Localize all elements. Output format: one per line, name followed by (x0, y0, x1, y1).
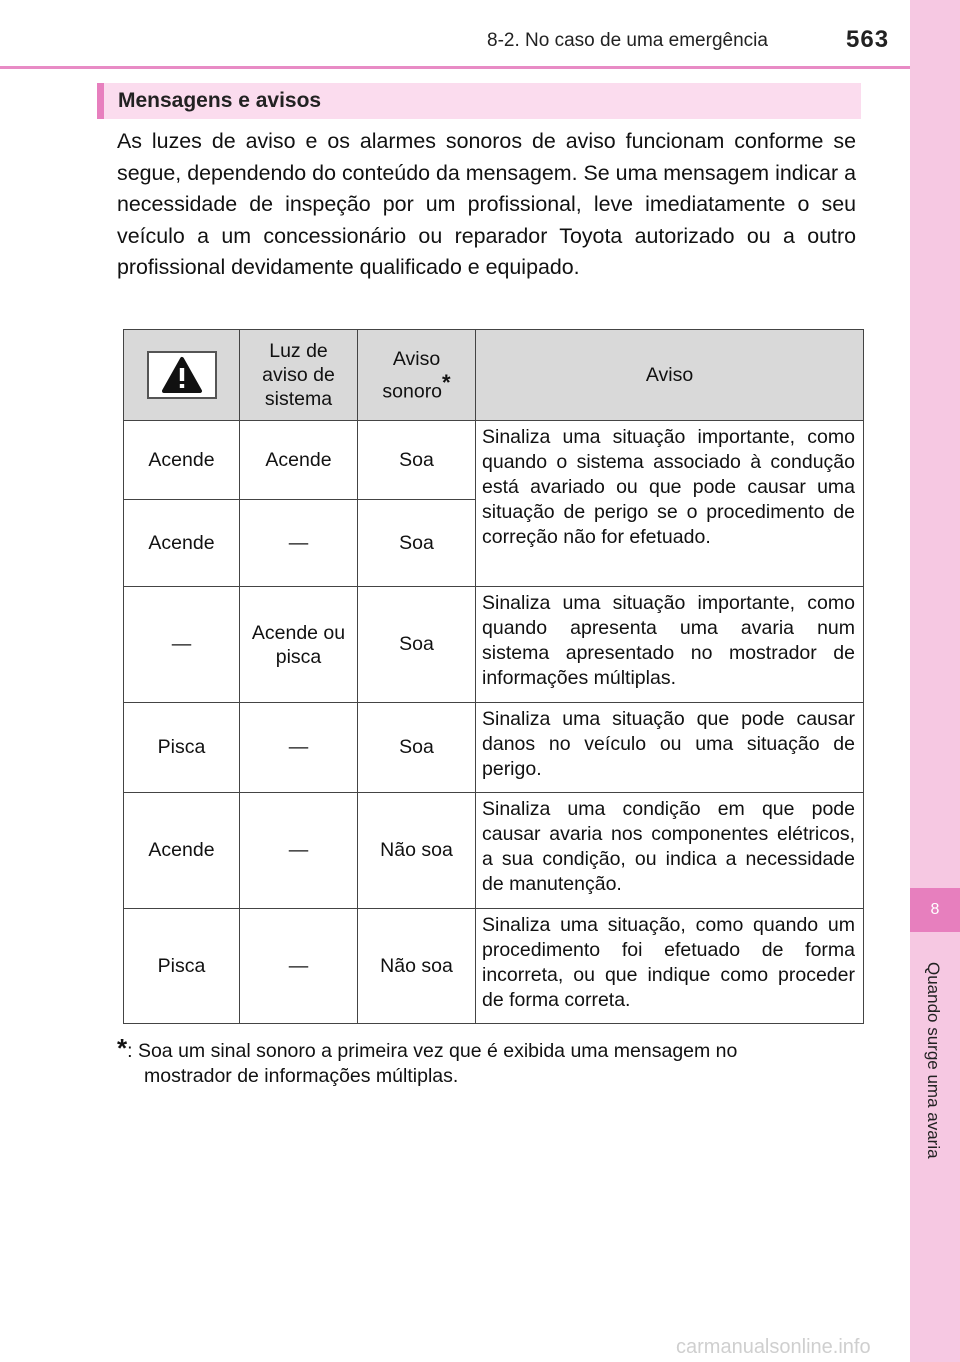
header-buzzer-mark: * (442, 369, 451, 395)
cell-master: — (124, 587, 240, 703)
cell-message: Sinaliza uma situação, como quando um procedimento foi efetuado de forma incorreta, ou que indique como proceder de forma correta. (476, 909, 864, 1024)
cell-system: — (240, 703, 358, 793)
table-row (124, 703, 864, 793)
cell-message: Sinaliza uma situação importante, como quando apresenta uma avaria num sistema apresentado no mostrador de informações múltiplas. (476, 587, 864, 703)
watermark: carmanualsonline.info (676, 1336, 871, 1358)
cell-buzzer: Soa (358, 587, 476, 703)
footnote (117, 1033, 855, 1089)
cell-message: Sinaliza uma situação importante, como quando o sistema associado à condução está avariado ou que pode causar uma situação de perigo se o procedimento de correção não for efetuado. (476, 421, 864, 587)
header-message: Aviso (476, 330, 864, 421)
header-buzzer (358, 330, 476, 421)
cell-master: Acende (124, 421, 240, 500)
cell-system: Acende ou pisca (240, 587, 358, 703)
section-heading (97, 83, 861, 119)
header-section-title: 8-2. No caso de uma emergência (487, 30, 768, 51)
footnote-line-1 (117, 1033, 855, 1064)
chapter-label: Quando surge uma avaria (924, 962, 943, 1159)
cell-buzzer: Soa (358, 703, 476, 793)
cell-master: Pisca (124, 909, 240, 1024)
warning-table (123, 329, 864, 1024)
cell-master: Pisca (124, 703, 240, 793)
cell-buzzer: Não soa (358, 909, 476, 1024)
cell-system: Acende (240, 421, 358, 500)
header-buzzer-text: Aviso sonoro (382, 347, 443, 403)
table-row (124, 909, 864, 1024)
header-system-light: Luz de aviso de sistema (240, 330, 358, 421)
section-heading-text: Mensagens e avisos (118, 89, 322, 112)
chapter-number: 8 (930, 901, 940, 918)
table-header-row (124, 330, 864, 421)
footnote-text-1: : Soa um sinal sonoro a primeira vez que é exibida uma mensagem no (127, 1040, 738, 1062)
footnote-mark: * (117, 1033, 128, 1063)
cell-master: Acende (124, 793, 240, 909)
cell-buzzer: Soa (358, 500, 476, 587)
header-master-warning (124, 330, 240, 421)
cell-buzzer: Não soa (358, 793, 476, 909)
page-number: 563 (846, 26, 890, 53)
cell-message: Sinaliza uma condição em que pode causar avaria nos componentes elétricos, a sua condição, ou indica a necessidade de manutenção. (476, 793, 864, 909)
cell-system: — (240, 500, 358, 587)
footnote-text-2: mostrador de informações múltiplas. (144, 1065, 459, 1087)
intro-paragraph: As luzes de aviso e os alarmes sonoros de aviso funcionam conforme se segue, dependendo do conteúdo da mensagem. Se uma mensagem indicar a necessidade de inspeção por um profissional, leve imediatamente o seu veículo a um concessionário ou reparador Toyota autorizado ou a outro profissional devidamente qualificado e equipado. (117, 129, 856, 280)
table-row (124, 793, 864, 909)
table-row (124, 421, 864, 500)
header-divider (0, 66, 910, 69)
cell-buzzer: Soa (358, 421, 476, 500)
table-row (124, 587, 864, 703)
cell-system: — (240, 909, 358, 1024)
cell-system: — (240, 793, 358, 909)
chapter-number-badge (910, 888, 960, 932)
cell-message: Sinaliza uma situação que pode causar danos no veículo ou uma situação de perigo. (476, 703, 864, 793)
master-warning-triangle-icon (147, 351, 217, 399)
cell-master: Acende (124, 500, 240, 587)
